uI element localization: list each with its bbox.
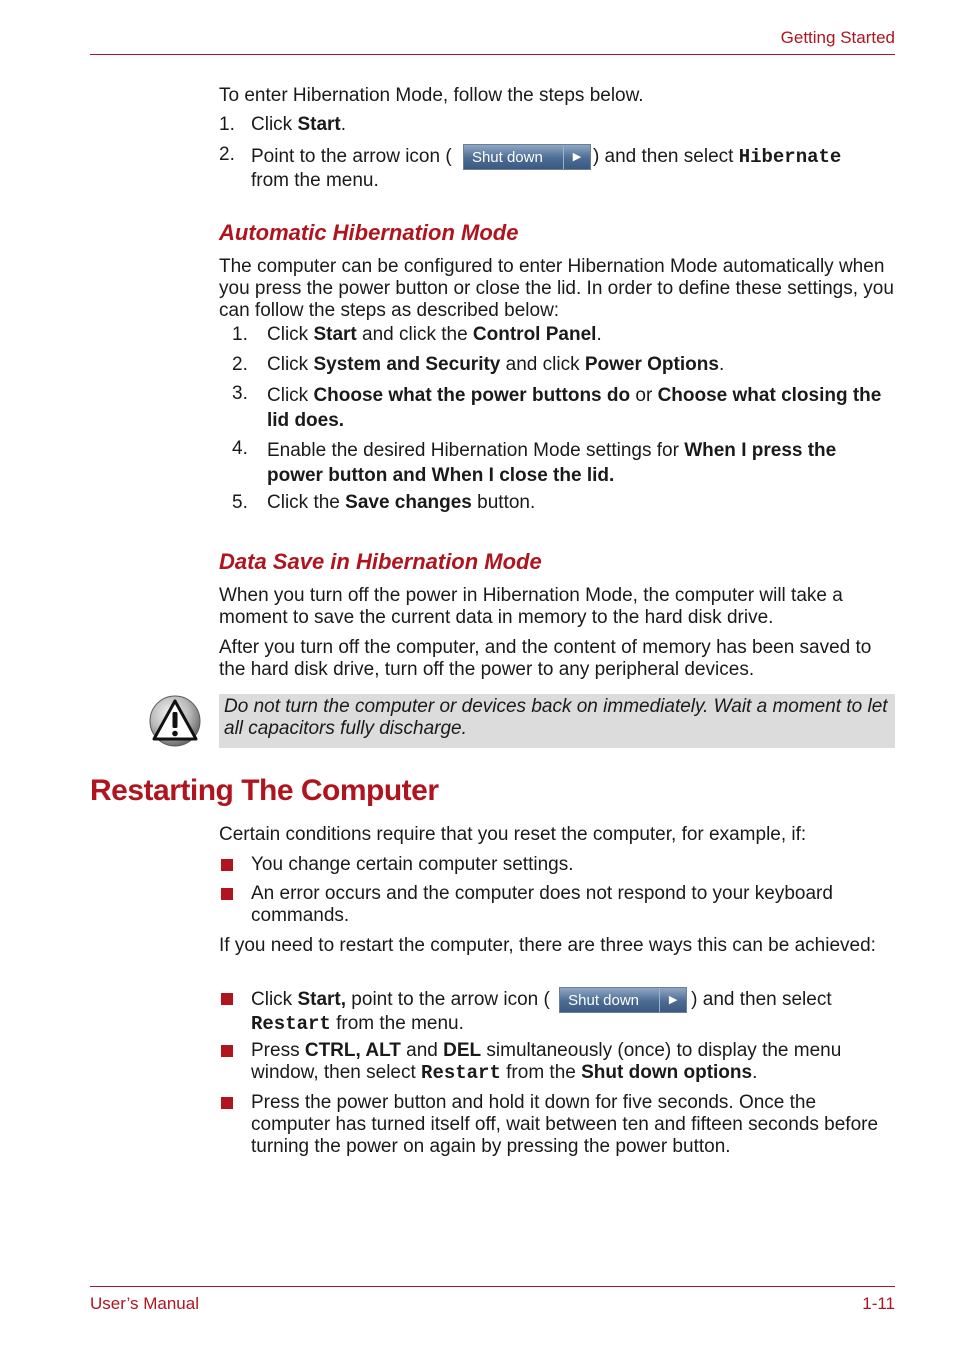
bullet-item: Press CTRL, ALT and DEL simultaneously (once) to display the menu window, then select Restart from the Shut down options.	[251, 1040, 842, 1084]
subheading-automatic-hibernation: Automatic Hibernation Mode	[219, 220, 519, 245]
data-save-paragraph-1: When you turn off the power in Hibernation Mode, the computer will take a moment to save the current data in memory to the hard disk drive.	[219, 585, 843, 628]
bullet-square-icon	[221, 1045, 233, 1057]
step-text: Click Start.	[251, 114, 347, 135]
step-text: Enable the desired Hibernation Mode settings for When I press the power button and When I close the lid.	[267, 440, 837, 486]
bullet-square-icon	[221, 888, 233, 900]
step-number: 2.	[232, 354, 248, 375]
bullet-square-icon	[221, 1097, 233, 1109]
bullet-item: Click Start, point to the arrow icon ( Shut down ▶ ) and then select Restart from the menu.	[251, 987, 895, 1035]
footer-manual-title: User’s Manual	[90, 1294, 199, 1313]
step-number: 3.	[232, 383, 248, 404]
bullet-square-icon	[221, 993, 233, 1005]
bullet-item: Press the power button and hold it down for five seconds. Once the computer has turned itself off, wait between ten and fifteen seconds before turning the power on again by pressing the power button.	[251, 1092, 879, 1157]
shut-down-button-image: Shut down ▶	[559, 987, 687, 1013]
footer-page-number: 1-11	[862, 1294, 895, 1313]
restart-intro: Certain conditions require that you reset the computer, for example, if:	[219, 824, 807, 845]
step-number: 2.	[219, 144, 235, 165]
bullet-item: You change certain computer settings.	[251, 854, 574, 875]
warning-icon	[149, 695, 201, 747]
step-number: 1.	[219, 114, 235, 135]
footer-rule	[90, 1286, 895, 1287]
section-heading-restarting: Restarting The Computer	[90, 774, 439, 807]
bullet-square-icon	[221, 859, 233, 871]
step-number: 4.	[232, 438, 248, 459]
intro-text: To enter Hibernation Mode, follow the steps below.	[219, 85, 644, 106]
restart-ways-intro: If you need to restart the computer, there are three ways this can be achieved:	[219, 935, 876, 956]
shut-down-button-image: Shut down ▶	[463, 144, 591, 170]
header-rule	[90, 54, 895, 55]
step-text: Point to the arrow icon ( Shut down ▶ ) and then select Hibernate from the menu.	[251, 144, 895, 192]
arrow-right-icon: ▶	[563, 145, 590, 169]
step-text: Click the Save changes button.	[267, 492, 536, 513]
step-text: Click System and Security and click Power Options.	[267, 354, 725, 375]
step-text: Click Choose what the power buttons do or Choose what closing the lid does.	[267, 385, 882, 431]
arrow-right-icon: ▶	[659, 988, 686, 1012]
step-number: 5.	[232, 492, 248, 513]
subheading-data-save: Data Save in Hibernation Mode	[219, 549, 542, 574]
auto-body-text: The computer can be configured to enter Hibernation Mode automatically when you press the power button or close the lid. In order to define these settings, you can follow the steps as described below:	[219, 256, 894, 321]
step-number: 1.	[232, 324, 248, 345]
bullet-item: An error occurs and the computer does not respond to your keyboard commands.	[251, 883, 833, 926]
step-text: Click Start and click the Control Panel.	[267, 324, 602, 345]
running-header: Getting Started	[780, 28, 895, 47]
data-save-paragraph-2: After you turn off the computer, and the content of memory has been saved to the hard disk drive, turn off the power to any peripheral devices.	[219, 637, 872, 680]
warning-note-text: Do not turn the computer or devices back on immediately. Wait a moment to let all capacitors fully discharge.	[224, 696, 888, 739]
warning-note	[219, 694, 895, 748]
